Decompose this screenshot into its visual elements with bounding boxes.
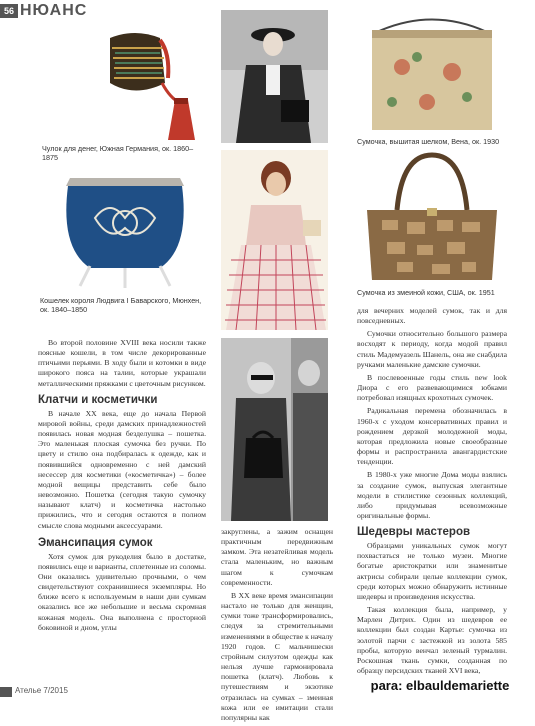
heading-emancipation: Эмансипация сумок: [38, 536, 153, 549]
heading-masterpieces: Шедевры мастеров: [357, 526, 471, 539]
snakeskin-bag-photo: [357, 150, 507, 284]
caption-snakeskin-bag: Сумочка из змеиной кожи, США, ок. 1951: [357, 288, 495, 297]
paragraph: Хотя сумок для рукоделия было в достатке, появились еще и варианты, сплетенные из соломы. Они оказались удивительно прочными, о чем свидетельствуют сохранившиеся экземпляры. Но ближе всего к используемым в наши дни сумкам оказались все же небольшие и весьма скромная кожаная модель. Она выполнена с просторной боковиной и дном, углы: [38, 551, 206, 632]
paragraph: Сумочки относительно большого размера восходят к периоду, когда модой правил стиль Мадемуазель Шанель, она же снабдила ручками маленькие дамские сумочки.: [357, 329, 507, 369]
paragraph: Во второй половине XVIII века носили также поясные кошели, в том числе декорированные птичьими перьями. В ходу были и котомки в виде широкого пояса на талии, которые украшали металлическими пряжками с цветочным рисунком.: [38, 338, 206, 388]
watermark-credit: para: elbauldemariette: [350, 676, 530, 696]
heading-clutches: Клатчи и косметички: [38, 393, 158, 406]
grace-kelly-photo: [221, 338, 328, 521]
caption-money-stocking: Чулок для денег, Южная Германия, ок. 1860–1875: [42, 144, 194, 162]
paragraph: В 1980-х уже многие Дома моды взялись за создание сумок, выпуская элегантные модели в стилистике сезонных коллекций, либо придумывая всевозможные оригинальные формы.: [357, 470, 507, 520]
section-title: НЮАНС: [20, 2, 88, 19]
woman-portrait-photo: [221, 10, 328, 143]
money-stocking-photo: [70, 28, 200, 140]
caption-king-ludwig-purse: Кошелек короля Людвига I Баварского, Мюнхен, ок. 1840–1850: [40, 296, 202, 314]
king-ludwig-purse-photo: [50, 168, 200, 292]
woman-plaid-dress-photo: [221, 150, 328, 330]
paragraph: Радикальная перемена обозначилась в 1960-х с уходом консервативных правил и рождением дерзкой молодежной моды, которая предложила новые своеобразные формы и распространила авангардистские тенденции.: [357, 406, 507, 467]
column-3-text: [357, 306, 507, 679]
column-1-text: [38, 338, 206, 636]
paragraph: В начале XX века, еще до начала Первой мировой войны, среди дамских принадлежностей появилась новая модная безделушка – пошетка. Это маленькая плоская сумочка без ручки. По цвету и стилю она подбиралась к одежде, как и появившийся одновременно с ней дамский несессер для косметики («косметичка») – более модной вещицы представить себе было невозможно. Пошетка (сегодня такую сумочку называют клатч) и косметичка настолько прижились, что и сегодня остаются в полном смысле слова модными аксессуарами.: [38, 408, 206, 530]
embroidered-bag-photo: [357, 12, 507, 134]
paragraph: закруглены, а зажим оснащен практичным передвижным замком. Эта незатейливая модель стала маленьким, но важным шагом к сумочкам современности.: [221, 527, 333, 587]
paragraph: Такая коллекция была, например, у Марлен Дитрих. Один из шедевров ее коллекции был создан Картье: сумочка из золотой парчи с застежкой из золота 585 пробы, которую венчал зеленый турмалин. Роскошная ткань сумки, созданная по образцу персидских тканей XVI века,: [357, 605, 507, 675]
paragraph: для вечерних моделей сумок, так и для повседневных.: [357, 306, 507, 326]
paragraph: Образцами уникальных сумок могут похвастаться не только музеи. Многие богатые аристократки или знаменитые актрисы собирали целые коллекции сумок, среди которых можно обнаружить истинные шедевры и произведения искусства.: [357, 541, 507, 601]
paragraph: В послевоенные годы стиль new look Диора с его развевающимися юбками потребовал изящных крохотных сумочек.: [357, 372, 507, 403]
paragraph: В XX веке время эмансипации настало не только для женщин, сумки тоже трансформировались, следуя за стремительными изменениями в обществе к началу 1920 годов. С мальчишески стройным силуэтом одежды как нельзя лучше гармонировала пошетка (клатч). Любовь к путешествиям и экзотике отразилась на сумках – змеиная кожа или ее имитации стали популярны как: [221, 590, 333, 722]
column-2-text: [221, 527, 333, 726]
footer-logo-icon: [0, 687, 12, 697]
magazine-issue: Ателье 7/2015: [15, 686, 68, 695]
caption-embroidered-bag: Сумочка, вышитая шелком, Вена, ок. 1930: [357, 137, 500, 146]
page-number: 56: [0, 4, 18, 18]
